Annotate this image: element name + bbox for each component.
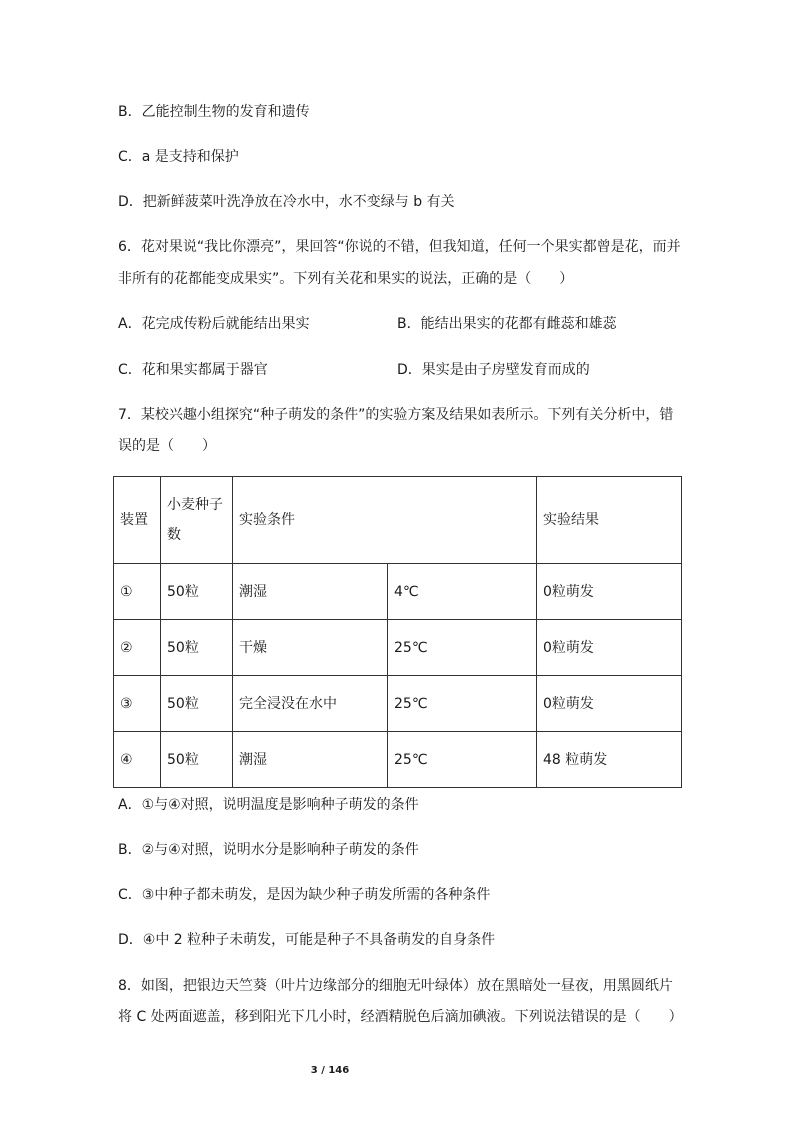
table-row — [114, 620, 682, 676]
cell-temperature: 25℃ — [388, 620, 537, 676]
cell-device: ① — [114, 564, 161, 620]
cell-result: 0粒萌发 — [537, 620, 682, 676]
header-conditions: 实验条件 — [233, 477, 537, 564]
page-number: 3 / 146 — [310, 1065, 350, 1076]
q6-option-b: B．能结出果实的花都有雌蕊和雄蕊 — [397, 316, 617, 332]
q6-stem-line1: 6．花对果说“我比你漂亮”，果回答“你说的不错，但我知道，任何一个果实都曾是花，而并 — [118, 239, 681, 255]
q7-stem-line1: 7．某校兴趣小组探究“种子萌发的条件”的实验方案及结果如表所示。下列有关分析中，错 — [118, 407, 674, 423]
cell-temperature: 25℃ — [388, 732, 537, 788]
q6-stem-line2: 非所有的花都能变成果实”。下列有关花和果实的说法，正确的是（ ） — [118, 271, 574, 287]
table-row — [114, 564, 682, 620]
cell-result: 0粒萌发 — [537, 564, 682, 620]
q8-stem-line1: 8．如图，把银边天竺葵（叶片边缘部分的细胞无叶绿体）放在黑暗处一昼夜，用黑圆纸片 — [118, 978, 673, 994]
experiment-table — [113, 476, 682, 788]
q7-option-c: C．③中种子都未萌发，是因为缺少种子萌发所需的各种条件 — [118, 887, 491, 903]
q5-option-b: B．乙能控制生物的发育和遗传 — [118, 104, 310, 120]
table-row — [114, 732, 682, 788]
cell-moisture: 潮湿 — [233, 732, 388, 788]
table-row — [114, 676, 682, 732]
cell-device: ② — [114, 620, 161, 676]
cell-seed-count: 50粒 — [161, 676, 233, 732]
cell-device: ③ — [114, 676, 161, 732]
q6-option-a: A．花完成传粉后就能结出果实 — [118, 316, 310, 332]
cell-result: 48 粒萌发 — [537, 732, 682, 788]
q7-option-d: D．④中 2 粒种子未萌发，可能是种子不具备萌发的自身条件 — [118, 932, 496, 948]
q7-option-a: A．①与④对照，说明温度是影响种子萌发的条件 — [118, 797, 419, 813]
cell-seed-count: 50粒 — [161, 732, 233, 788]
q7-stem-line2: 误的是（ ） — [118, 438, 216, 454]
cell-result: 0粒萌发 — [537, 676, 682, 732]
q6-option-d: D．果实是由子房壁发育而成的 — [397, 362, 590, 378]
header-result: 实验结果 — [537, 477, 682, 564]
cell-moisture: 干燥 — [233, 620, 388, 676]
cell-temperature: 4℃ — [388, 564, 537, 620]
q5-option-c: C．a 是支持和保护 — [118, 149, 239, 165]
q7-option-b: B．②与④对照，说明水分是影响种子萌发的条件 — [118, 842, 419, 858]
header-seed-count: 小麦种子数 — [161, 477, 233, 564]
q8-stem-line2: 将 C 处两面遮盖，移到阳光下几小时，经酒精脱色后滴加碘液。下列说法错误的是（ ） — [118, 1009, 683, 1025]
cell-moisture: 完全浸没在水中 — [233, 676, 388, 732]
q5-option-d: D．把新鲜菠菜叶洗净放在冷水中，水不变绿与 b 有关 — [118, 194, 455, 210]
cell-seed-count: 50粒 — [161, 620, 233, 676]
cell-temperature: 25℃ — [388, 676, 537, 732]
cell-moisture: 潮湿 — [233, 564, 388, 620]
header-device: 装置 — [114, 477, 161, 564]
cell-seed-count: 50粒 — [161, 564, 233, 620]
q6-option-c: C．花和果实都属于器官 — [118, 362, 268, 378]
cell-device: ④ — [114, 732, 161, 788]
table-header-row — [114, 477, 682, 564]
